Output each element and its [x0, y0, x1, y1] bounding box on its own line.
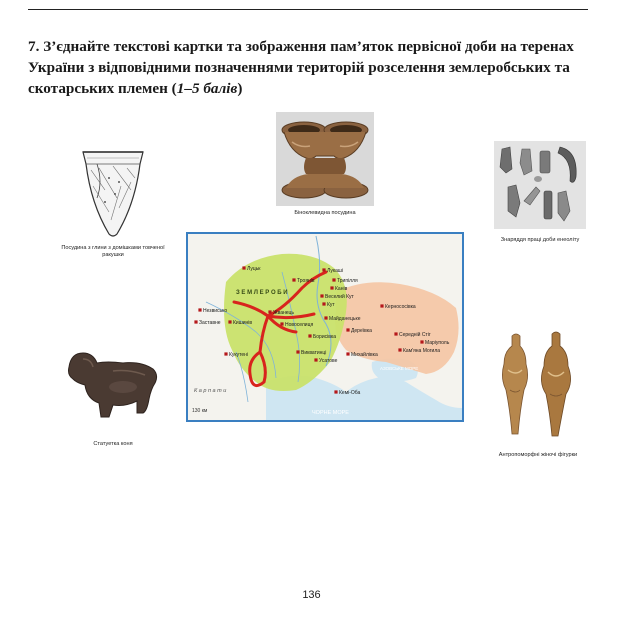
scale-label: 130 км — [192, 408, 208, 414]
horse-caption: Статуетка коня — [93, 441, 133, 447]
site-label: Новоселиця — [285, 322, 314, 328]
site-marker — [280, 322, 283, 325]
site-label: Маріуполь — [425, 340, 450, 346]
site-label: Михайлівка — [351, 352, 378, 358]
female-figurines-photo-icon — [490, 330, 586, 442]
settlement-map — [186, 232, 464, 422]
site-label: Канів — [335, 286, 348, 292]
eneolithic-tools-photo-icon — [494, 141, 586, 229]
site-marker — [308, 334, 311, 337]
site-marker — [324, 316, 327, 319]
binocular-caption: Біноклевидна посудина — [294, 210, 356, 216]
site-label: Кам'яна Могила — [403, 348, 441, 354]
site-marker — [228, 320, 231, 323]
site-marker — [380, 304, 383, 307]
site-marker — [292, 278, 295, 281]
vessel-caption: Посудина з глини з домішками товченої ракушки — [61, 245, 165, 258]
binocular-vessel-photo-icon — [276, 112, 374, 206]
site-marker — [320, 294, 323, 297]
task-text — [28, 36, 598, 99]
site-marker — [268, 310, 271, 313]
site-label: Лукаші — [327, 268, 344, 274]
site-label: Викватинці — [301, 350, 327, 356]
site-marker — [198, 308, 201, 311]
site-label: Усатове — [319, 358, 338, 364]
site-marker — [420, 340, 423, 343]
top-rule — [28, 9, 588, 10]
site-label: Майданецьке — [329, 316, 361, 322]
site-marker — [332, 278, 335, 281]
task-number: 7. — [28, 38, 40, 55]
site-marker — [242, 266, 245, 269]
site-label: Заставне — [199, 320, 221, 326]
horse-statuette-photo-icon — [63, 345, 163, 433]
karpaty-label: К а р п а т и — [194, 388, 227, 394]
site-label: Борисівка — [313, 334, 336, 340]
site-label: Веселий Кут — [325, 294, 354, 300]
site-marker — [334, 390, 337, 393]
site-label: Кишинів — [233, 320, 253, 326]
site-label: Кернососівка — [385, 304, 416, 310]
site-label: Троянів — [297, 278, 315, 284]
site-marker — [330, 286, 333, 289]
site-label: Незвисько — [203, 308, 228, 314]
task-body: З’єднайте текстові картки та зображення пам’яток первісної доби на теренах України з відповідними позначеннями територій розселення землеробських та скотарських племен ( — [28, 38, 574, 97]
site-label: Кукутені — [229, 352, 249, 358]
site-label: Середній Стіг — [399, 332, 431, 338]
site-label: Кемі-Оба — [339, 390, 361, 396]
site-label: Дереївка — [351, 328, 372, 334]
tools-caption: Знаряддя праці доби енеоліту — [500, 237, 580, 243]
site-marker — [398, 348, 401, 351]
site-marker — [394, 332, 397, 335]
azov-sea-label: АЗОВСЬКЕ МОРЕ — [380, 366, 419, 371]
site-marker — [224, 352, 227, 355]
site-marker — [322, 302, 325, 305]
region-label: З Е М Л Е Р О Б И — [236, 290, 288, 296]
task-close: ) — [237, 80, 243, 97]
figurines-caption: Антропоморфні жіночі фігурки — [498, 452, 578, 458]
task-points: 1–5 балів — [176, 80, 238, 97]
site-label: Трипілля — [337, 278, 358, 284]
site-label: Жванець — [273, 310, 295, 316]
map — [186, 232, 464, 422]
site-marker — [346, 352, 349, 355]
site-label: Кут — [327, 302, 335, 308]
site-marker — [346, 328, 349, 331]
clay-vessel-drawing-icon — [69, 142, 157, 242]
site-marker — [314, 358, 317, 361]
site-label: Луцьк — [247, 266, 261, 272]
site-marker — [194, 320, 197, 323]
page-number: 136 — [302, 589, 321, 601]
site-marker — [322, 268, 325, 271]
site-marker — [296, 350, 299, 353]
black-sea-label: ЧОРНЕ МОРЕ — [312, 410, 349, 416]
